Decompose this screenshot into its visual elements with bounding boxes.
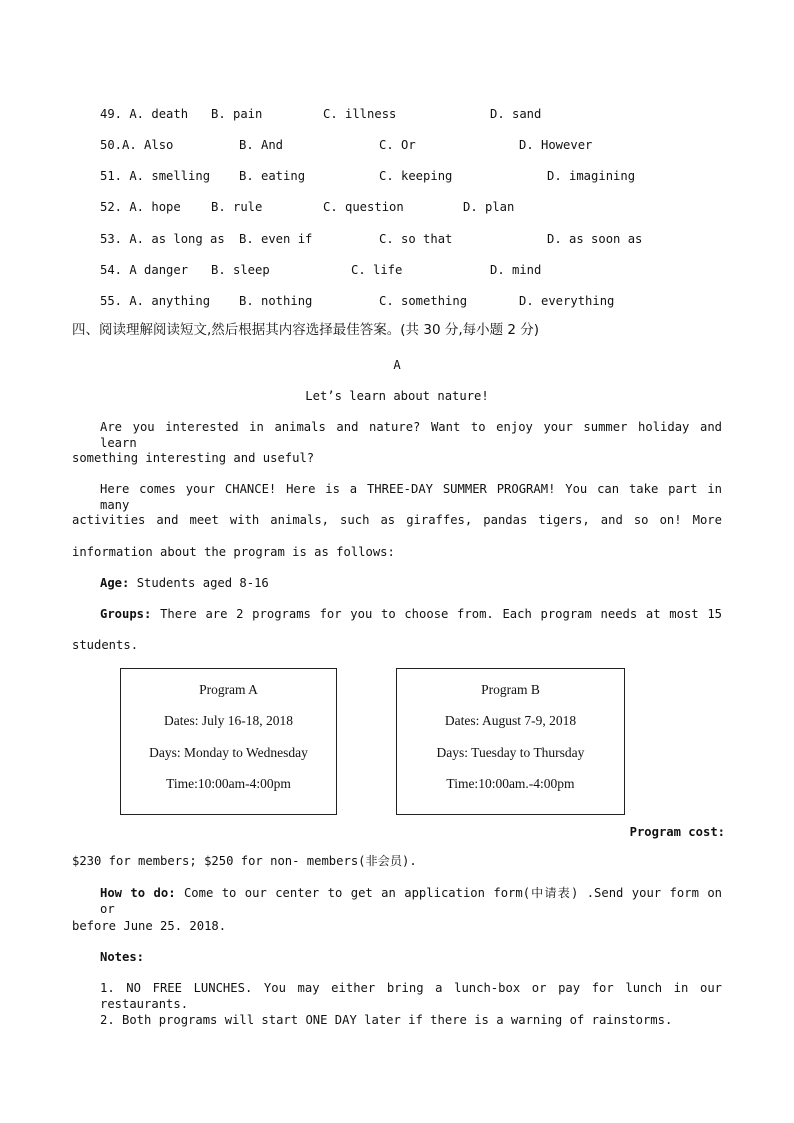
- option-c: C. keeping: [379, 169, 453, 183]
- program-dates: Dates: July 16-18, 2018: [164, 713, 293, 728]
- option-c: C. life: [351, 263, 403, 277]
- option-d: D. everything: [519, 294, 615, 308]
- option-a: 52. A. hope: [100, 200, 181, 214]
- groups-text: There are 2 programs for you to choose from. Each program needs at most 15: [151, 607, 722, 621]
- age-label: Age:: [100, 576, 130, 590]
- paragraph-line: information about the program is as follows:: [72, 545, 395, 559]
- program-time: Time:10:00am.-4:00pm: [446, 776, 575, 791]
- option-d: D. as soon as: [547, 232, 643, 246]
- option-b: B. eating: [239, 169, 306, 183]
- groups-label: Groups:: [100, 607, 152, 621]
- option-d: D. imagining: [547, 169, 636, 183]
- option-a: 49. A. death: [100, 107, 189, 121]
- option-a: 50.A. Also: [100, 138, 174, 152]
- option-c: C. something: [379, 294, 468, 308]
- option-b: B. even if: [239, 232, 313, 246]
- program-dates: Dates: August 7-9, 2018: [444, 713, 577, 728]
- program-days: Days: Tuesday to Thursday: [436, 745, 585, 760]
- program-b-box: [396, 668, 625, 815]
- cost-text: $230 for members; $250 for non- members(非会员).: [72, 854, 417, 868]
- age-text: Students aged 8-16: [129, 576, 269, 590]
- how-to-label: How to do:: [100, 886, 176, 900]
- option-d: D. mind: [490, 263, 542, 277]
- passage-title: Let’s learn about nature!: [305, 389, 489, 403]
- section-heading: 四、阅读理解阅读短文,然后根据其内容选择最佳答案。(共 30 分,每小题 2 分): [72, 322, 540, 338]
- option-b: B. nothing: [239, 294, 313, 308]
- age-info: [100, 575, 269, 591]
- paragraph-line: Are you interested in animals and nature? Want to enjoy your summer holiday and learn: [100, 420, 722, 450]
- cost-label: Program cost:: [629, 825, 725, 839]
- paragraph-line: before June 25. 2018.: [72, 919, 227, 933]
- option-d: D. plan: [463, 200, 515, 214]
- option-d: D. However: [519, 138, 593, 152]
- option-b: B. And: [239, 138, 284, 152]
- option-c: C. illness: [323, 107, 397, 121]
- program-name: Program B: [481, 682, 540, 697]
- passage-letter: A: [393, 358, 401, 372]
- program-name: Program A: [199, 682, 258, 697]
- paragraph-line: Here comes your CHANCE! Here is a THREE-DAY SUMMER PROGRAM! You can take part in many: [100, 482, 722, 512]
- program-time: Time:10:00am-4:00pm: [166, 776, 291, 791]
- how-to-text: Come to our center to get an application form(中请表) .Send your form on or: [100, 886, 722, 916]
- option-a: 54. A danger: [100, 263, 189, 277]
- program-days: Days: Monday to Wednesday: [149, 745, 308, 760]
- program-a-box: [120, 668, 337, 815]
- notes-label: Notes:: [100, 950, 145, 964]
- option-d: D. sand: [490, 107, 542, 121]
- option-b: B. pain: [211, 107, 263, 121]
- option-c: C. question: [323, 200, 404, 214]
- option-b: B. sleep: [211, 263, 270, 277]
- groups-info: [100, 606, 722, 622]
- paragraph-line: something interesting and useful?: [72, 451, 315, 465]
- paragraph-line: students.: [72, 638, 139, 652]
- option-b: B. rule: [211, 200, 263, 214]
- note-item: 1. NO FREE LUNCHES. You may either bring a lunch-box or pay for lunch in our restaurants.: [100, 981, 722, 1011]
- option-a: 51. A. smelling: [100, 169, 211, 183]
- how-to-info: [100, 885, 722, 917]
- option-a: 53. A. as long as: [100, 232, 225, 246]
- note-item: 2. Both programs will start ONE DAY later if there is a warning of rainstorms.: [100, 1013, 673, 1027]
- paragraph-line: activities and meet with animals, such as giraffes, pandas tigers, and so on! More: [72, 513, 722, 527]
- option-c: C. so that: [379, 232, 453, 246]
- option-c: C. Or: [379, 138, 416, 152]
- option-a: 55. A. anything: [100, 294, 211, 308]
